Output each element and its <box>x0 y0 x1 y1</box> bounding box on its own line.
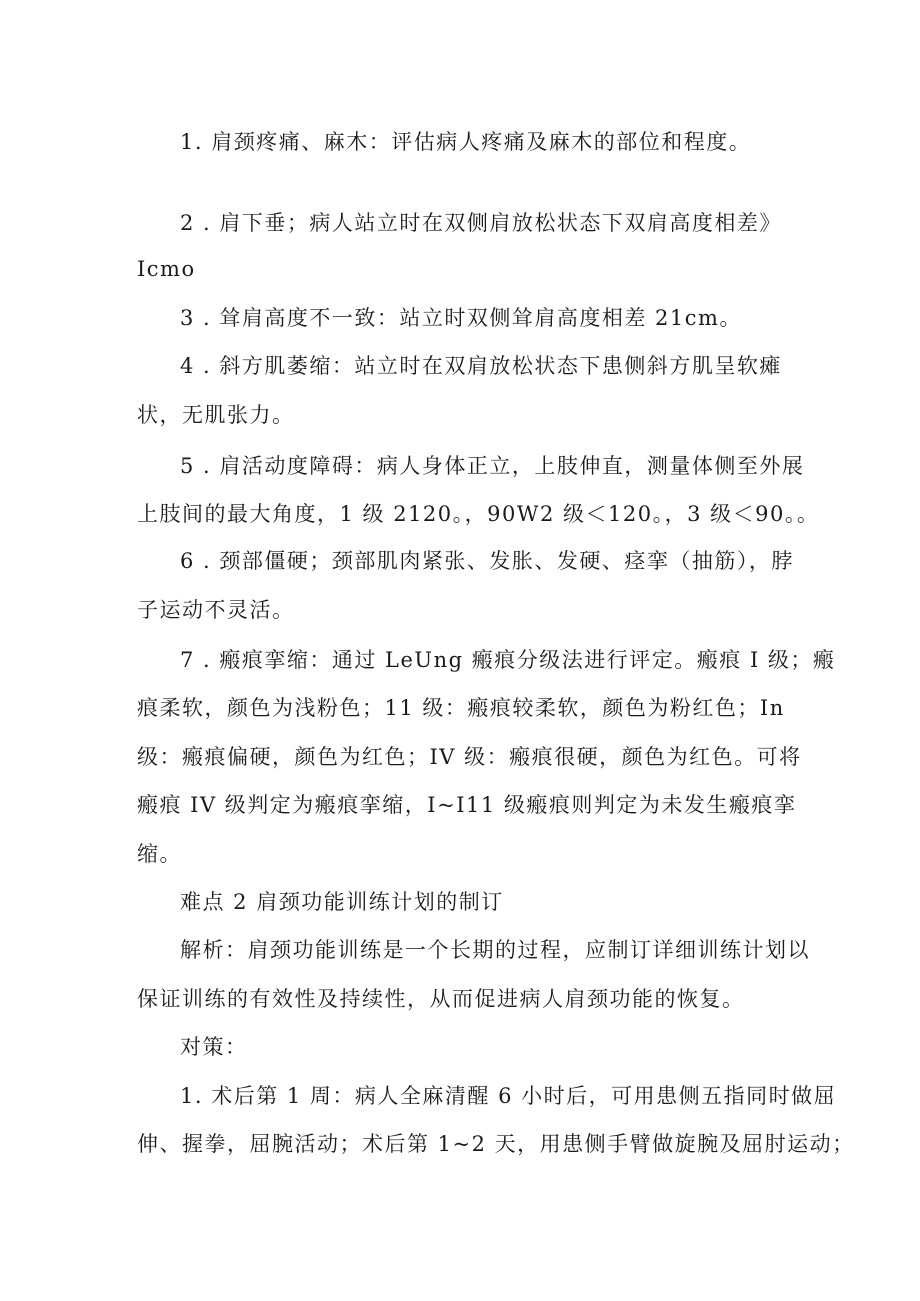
item-5-line-2: 上肢间的最大角度，1 级 2120。，90W2 级＜120。，3 级＜90。。 <box>137 502 820 526</box>
strategy-label: 对策： <box>180 1035 248 1059</box>
analysis-line-1: 解析：肩颈功能训练是一个长期的过程，应制订详细训练计划以 <box>180 938 810 962</box>
strategy-item-1-line-2: 伸、握拳，屈腕活动；术后第 1~2 天，用患侧手臂做旋腕及屈肘运动； <box>137 1132 855 1156</box>
item-5-line-1: 5 . 肩活动度障碍：病人身体正立，上肢伸直，测量体侧至外展 <box>180 454 805 478</box>
strategy-item-1-line-1: 1. 术后第 1 周：病人全麻清醒 6 小时后，可用患侧五指同时做屈 <box>180 1084 837 1108</box>
item-7-line-4: 瘢痕 IV 级判定为瘢痕挛缩，I~I11 级瘢痕则判定为未发生瘢痕挛 <box>137 793 797 817</box>
analysis-line-2: 保证训练的有效性及持续性，从而促进病人肩颈功能的恢复。 <box>137 987 745 1011</box>
item-7-line-3: 级：瘢痕偏硬，颜色为红色；IV 级：瘢痕很硬，颜色为红色。可将 <box>137 745 802 769</box>
item-6-line-2: 子运动不灵活。 <box>137 598 295 622</box>
item-7-line-1: 7 . 瘢痕挛缩：通过 LeUng 瘢痕分级法进行评定。瘢痕 I 级；瘢 <box>180 648 836 672</box>
item-7-line-2: 痕柔软，颜色为浅粉色；11 级：瘢痕较柔软，颜色为粉红色；In <box>137 696 785 720</box>
item-6-line-1: 6 . 颈部僵硬；颈部肌肉紧张、发胀、发硬、痉挛（抽筋），脖 <box>180 549 794 573</box>
item-4-line-1: 4 . 斜方肌萎缩：站立时在双肩放松状态下患侧斜方肌呈软瘫 <box>180 354 782 378</box>
section-heading: 难点 2 肩颈功能训练计划的制订 <box>180 890 504 914</box>
item-2-line-2: Icmo <box>137 257 196 281</box>
item-2-line-1: 2 . 肩下垂；病人站立时在双侧肩放松状态下双肩高度相差》 <box>180 211 782 235</box>
item-3-line-1: 3 . 耸肩高度不一致：站立时双侧耸肩高度相差 21cm。 <box>180 306 742 330</box>
item-4-line-2: 状，无肌张力。 <box>137 403 295 427</box>
item-1-line-1: 1. 肩颈疼痛、麻木：评估病人疼痛及麻木的部位和程度。 <box>180 130 752 154</box>
item-7-line-5: 缩。 <box>137 842 182 866</box>
